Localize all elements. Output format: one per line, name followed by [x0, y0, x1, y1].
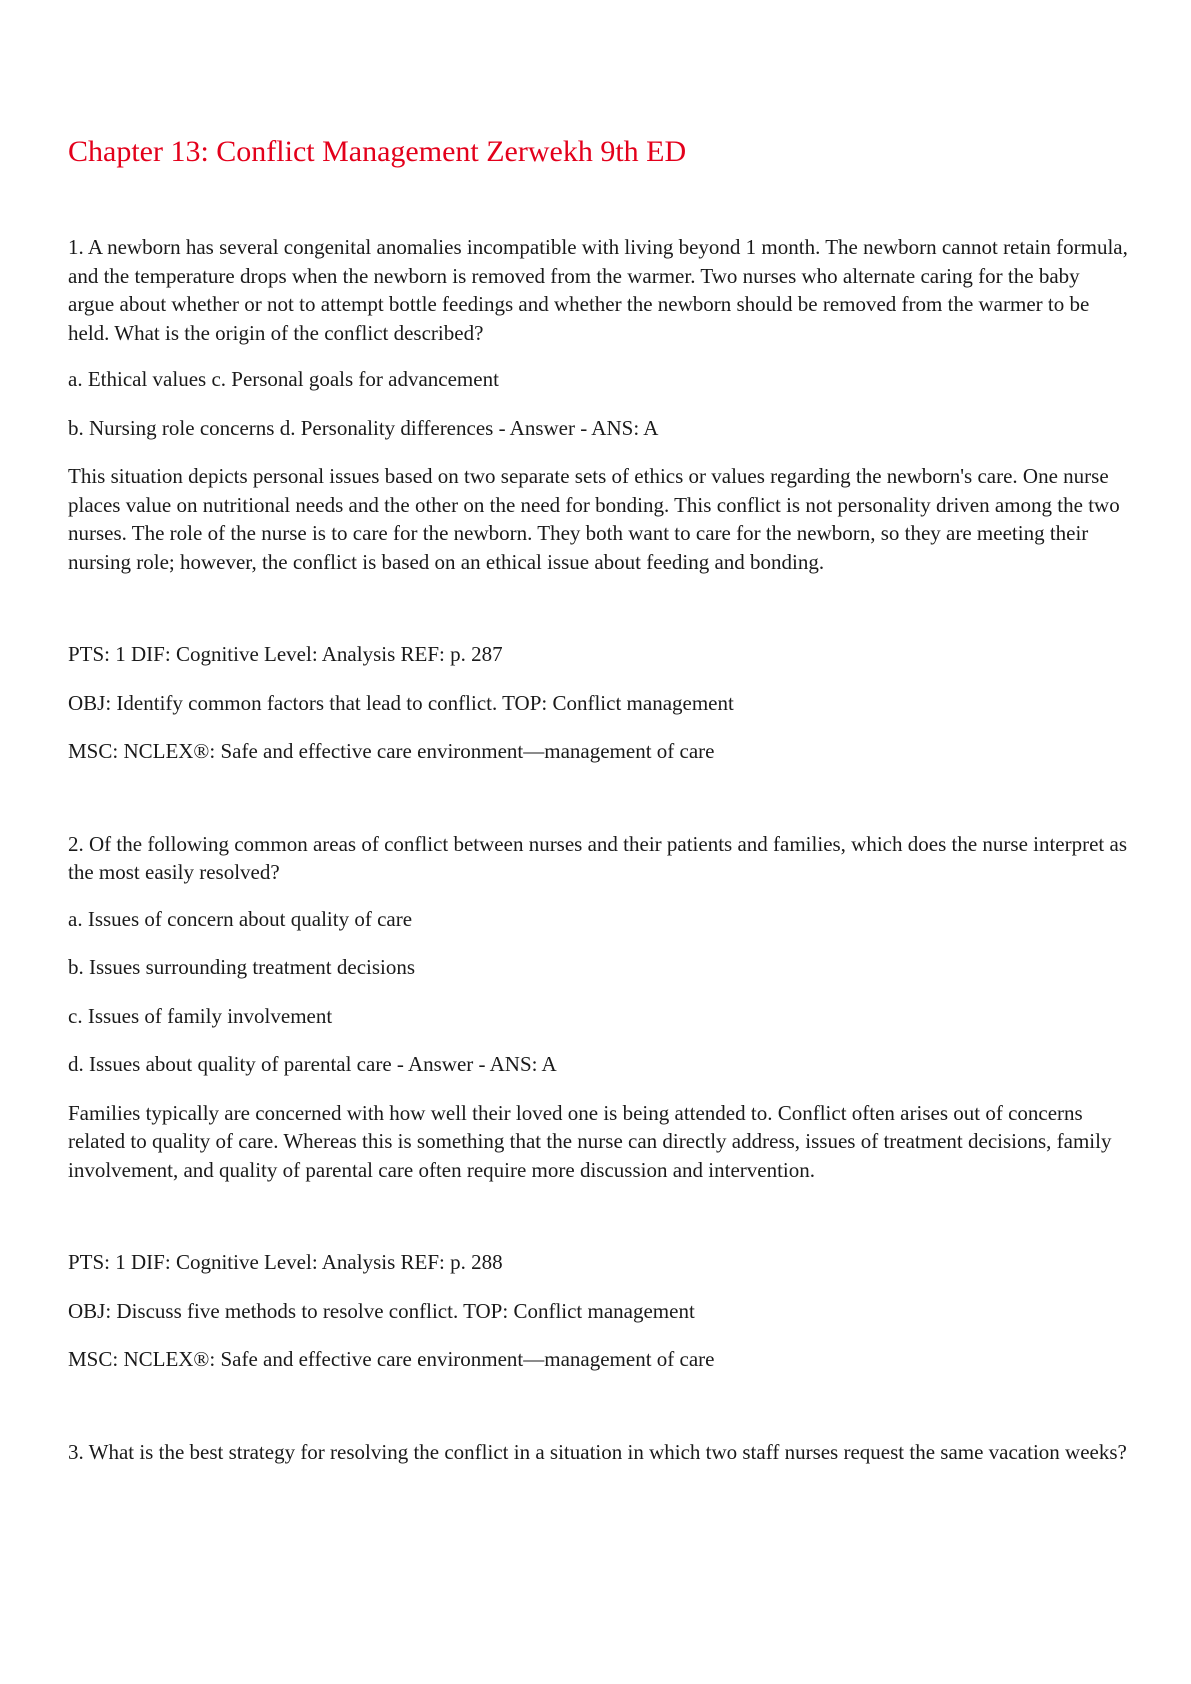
chapter-title: Chapter 13: Conflict Management Zerwekh 9th ED: [68, 135, 687, 168]
question-1-stem: 1. A newborn has several congenital anomalies incompatible with living beyond 1 month. The newborn cannot retain formula, and the temperature drops when the newborn is removed from the warmer. Two nurses who alternate caring for the baby argue about whether or not to attempt bottle feedings and whether the newborn should be removed from the warmer to be held. What is the origin of the conflict described?: [68, 235, 1128, 345]
question-1-options-row-2: b. Nursing role concerns d. Personality differences - Answer - ANS: A: [68, 415, 659, 440]
question-2-msc: MSC: NCLEX®: Safe and effective care environment—management of care: [68, 1347, 715, 1371]
question-2-option-d: d. Issues about quality of parental care - Answer - ANS: A: [68, 1052, 557, 1076]
question-1-pts: PTS: 1 DIF: Cognitive Level: Analysis REF: p. 287: [68, 642, 503, 666]
question-1-rationale: This situation depicts personal issues based on two separate sets of ethics or values regarding the newborn's care. One nurse places value on nutritional needs and the other on the need for bonding. This conflict is not personality driven among the two nurses. The role of the nurse is to care for the newborn. They both want to care for the newborn, so they are meeting their nursing role; however, the conflict is based on an ethical issue about feeding and bonding.: [68, 464, 1120, 574]
question-list: [68, 233, 1128, 1484]
question-1-options-row-1: a. Ethical values c. Personal goals for advancement: [68, 367, 499, 391]
question-2-option-a: a. Issues of concern about quality of care: [68, 906, 413, 931]
question-2-stem: 2. Of the following common areas of conflict between nurses and their patients and families, which does the nurse interpret as the most easily resolved?: [68, 831, 1128, 884]
question-2-option-b: b. Issues surrounding treatment decisions: [68, 955, 416, 979]
question-3-stem: 3. What is the best strategy for resolving the conflict in a situation in which two staff nurses request the same vacation weeks?: [68, 1439, 1127, 1464]
question-1-obj: OBJ: Identify common factors that lead to conflict. TOP: Conflict management: [68, 690, 734, 715]
question-2-pts: PTS: 1 DIF: Cognitive Level: Analysis REF: p. 288: [68, 1250, 503, 1274]
question-2-option-c: c. Issues of family involvement: [68, 1003, 333, 1028]
question-2-rationale: Families typically are concerned with how well their loved one is being attended to. Conflict often arises out of concerns related to quality of care. Whereas this is something that the nurse can directly address, issues of treatment decisions, family involvement, and quality of parental care often require more discussion and intervention.: [68, 1100, 1112, 1182]
question-2-obj: OBJ: Discuss five methods to resolve conflict. TOP: Conflict management: [68, 1298, 695, 1323]
question-1-msc: MSC: NCLEX®: Safe and effective care environment—management of care: [68, 739, 715, 763]
